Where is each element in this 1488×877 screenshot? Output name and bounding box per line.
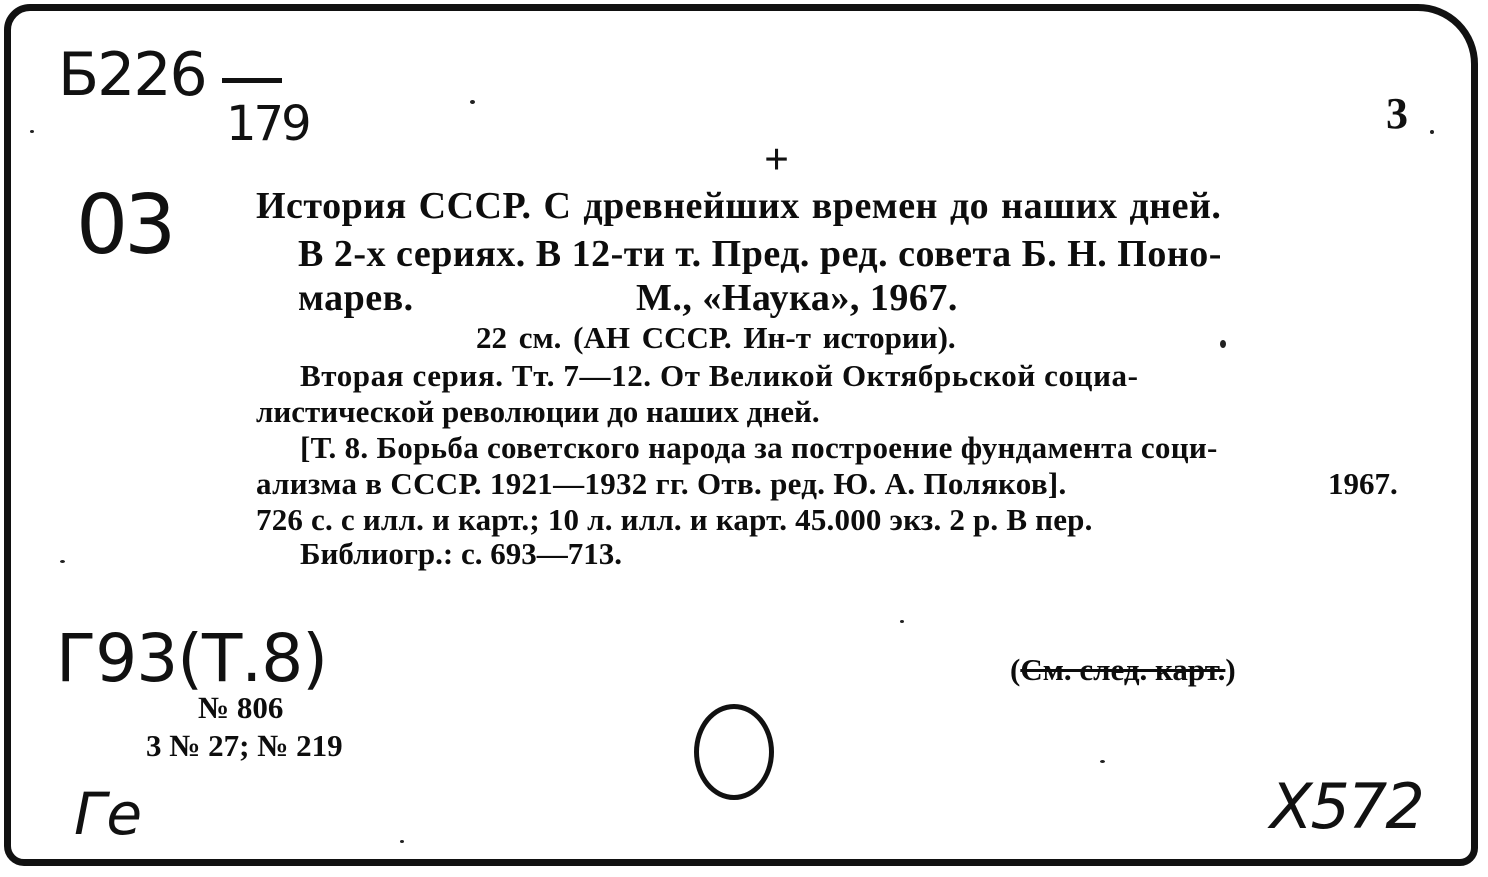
entry-line-1: История СССР. С древнейших времен до наших дней.	[256, 185, 1222, 227]
continuation-struck-text: См. след. карт.	[1020, 652, 1226, 687]
entry-line-10: Библиогр.: с. 693—713.	[300, 536, 622, 571]
handwritten-code-top: Б226	[58, 40, 206, 110]
handwritten-initials: Ге	[74, 780, 142, 848]
entry-line-6: листической революции до наших дней.	[256, 394, 820, 429]
entry-line-9: 726 с. с илл. и карт.; 10 л. илл. и карт. 45.000 экз. 2 р. В пер.	[256, 502, 1093, 537]
entry-line-5: Вторая серия. Тт. 7—12. От Великой Октябрьской социа-	[300, 358, 1139, 393]
scan-speck	[900, 620, 904, 623]
number-line-2: 3 № 27; № 219	[146, 728, 343, 763]
scan-speck	[1220, 340, 1226, 348]
entry-line-7: [Т. 8. Борьба советского народа за построение фундамента соци-	[300, 430, 1218, 465]
punch-hole	[694, 704, 774, 800]
code-top-fraction-line	[222, 78, 282, 83]
handwritten-code-top-sub: 179	[226, 96, 309, 152]
handwritten-inventory: Х572	[1270, 770, 1423, 843]
scan-speck	[1100, 760, 1105, 763]
entry-line-4: 22 см. (АН СССР. Ин-т истории).	[476, 320, 956, 355]
handwritten-class-mark: 03	[76, 178, 173, 273]
scan-speck	[470, 100, 475, 104]
entry-line-3a: марев.	[298, 277, 414, 319]
continuation-note	[1010, 652, 1236, 688]
scan-speck	[30, 130, 34, 133]
continuation-open: (	[1010, 652, 1021, 687]
entry-line-8a: ализма в СССР. 1921—1932 гг. Отв. ред. Ю. А. Поляков].	[256, 466, 1067, 501]
scan-speck	[1430, 130, 1434, 134]
continuation-close: )	[1225, 652, 1236, 687]
entry-line-3b: М., «Наука», 1967.	[636, 277, 958, 319]
scan-speck	[60, 560, 65, 563]
entry-line-2: В 2-х сериях. В 12-ти т. Пред. ред. совета Б. Н. Поно-	[298, 233, 1222, 275]
scan-speck	[400, 840, 404, 843]
number-line-1: № 806	[198, 690, 284, 725]
plus-mark: +	[764, 135, 790, 184]
card-number: 3	[1386, 89, 1408, 138]
handwritten-call-number: Г93(Т.8)	[56, 620, 328, 697]
entry-line-8b: 1967.	[1328, 466, 1398, 501]
